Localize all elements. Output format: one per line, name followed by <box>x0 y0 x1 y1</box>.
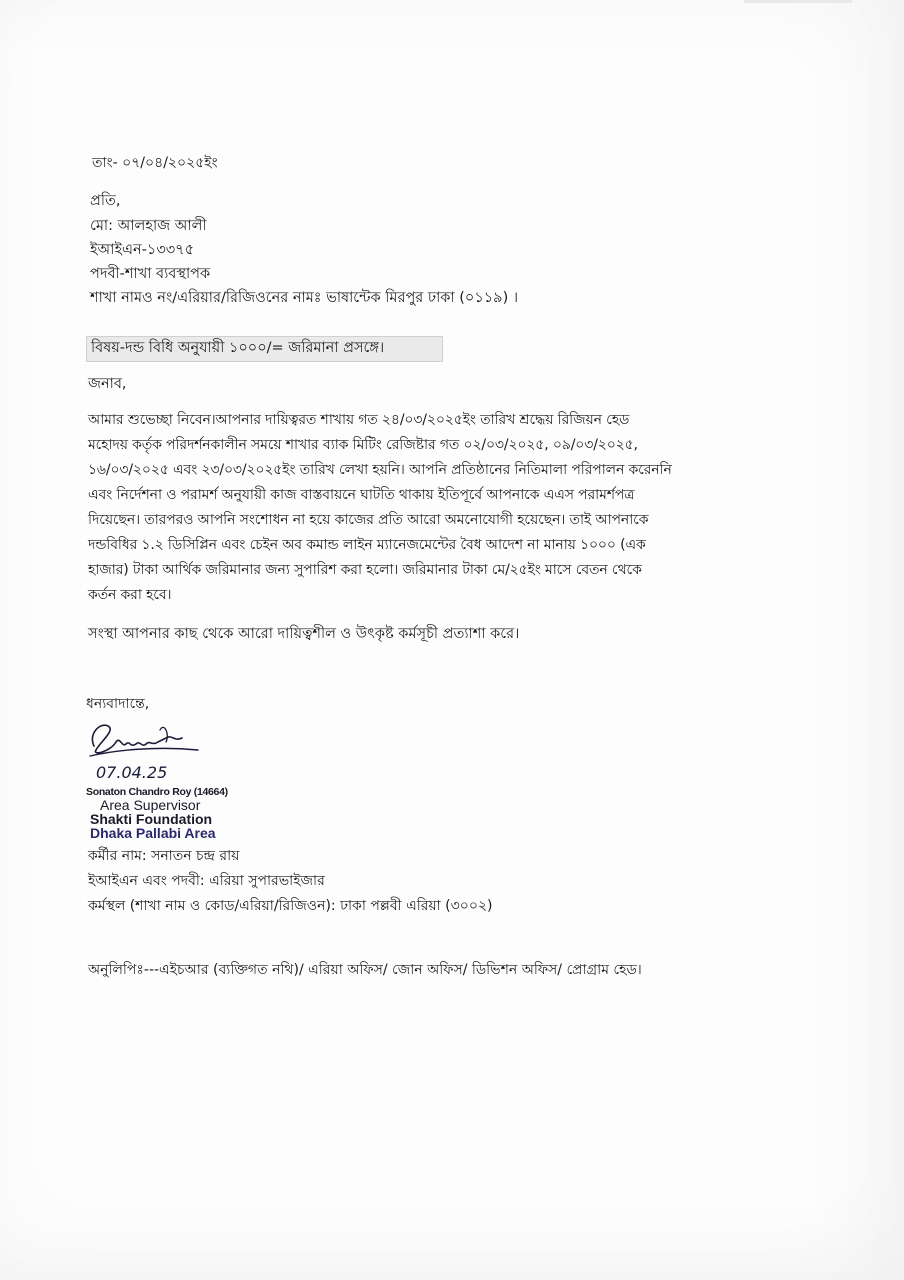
letter-subject: বিষয়-দন্ড বিধি অনুযায়ী ১০০০/= জরিমানা প্রসঙ্গে। <box>91 340 385 356</box>
stamp-org: Shakti Foundation <box>90 811 213 827</box>
body-line: ১৬/০৩/২০২৫ এবং ২৩/০৩/২০২৫ইং তারিখ লেখা হয়নি। আপনি প্রতিষ্ঠানের নিতিমালা পরিপালন করেননি <box>88 462 672 478</box>
body-line: হাজার) টাকা আর্থিক জরিমানার জন্য সুপারিশ করা হলো। জরিমানার টাকা মে/২৫ইং মাসে বেতন থেকে <box>88 562 642 578</box>
recipient-branch: শাখা নামও নং/এরিয়ার/রিজিওনের নামঃ ভাষান্টেক মিরপুর ঢাকা (০১১৯) । <box>90 290 519 306</box>
scan-edge-mark <box>744 0 852 3</box>
body-line: দিয়েছেন। তারপরও আপনি সংশোধন না হয়ে কাজের প্রতি আরো অমনোযোগী হয়েছেন। তাই আপনাকে <box>88 512 649 528</box>
signature-date: 07.04.25 <box>96 763 168 782</box>
copy-to: অনুলিপিঃ---এইচআর (ব্যক্তিগত নথি)/ এরিয়া অফিস/ জোন অফিস/ ডিভিশন অফিস/ প্রোগ্রাম হেড। <box>88 962 642 978</box>
body-line: মহোদয় কর্তৃক পরিদর্শনকালীন সময়ে শাখার ব্যাক মিটিং রেজিষ্টার গত ০২/০৩/২০২৫, ০৯/০৩/২০২৫, <box>88 437 638 453</box>
body-line: দন্ডবিধির ১.২ ডিসিপ্লিন এবং চেইন অব কমান্ড লাইন ম্যানেজমেন্টের বৈধ আদেশ না মানায় ১০০০ (এক <box>88 537 646 553</box>
body-line: এবং নির্দেশনা ও পরামর্শ অনুযায়ী কাজ বাস্তবায়নে ঘাটতি থাকায় ইতিপূর্বে আপনাকে এএস পরামর্শপত্র <box>88 487 635 503</box>
address-to: প্রতি, <box>90 193 121 209</box>
recipient-name: মো: আলহাজ আলী <box>90 218 207 234</box>
body-line: আমার শুভেচ্ছা নিবেন।আপনার দায়িত্বরত শাখায় গত ২৪/০৩/২০২৫ইং তারিখ শ্রদ্ধেয় রিজিয়ন হেড <box>88 412 630 428</box>
workplace: কর্মস্থল (শাখা নাম ও কোড/এরিয়া/রিজিওন): ঢাকা পল্লবী এরিয়া (৩০০২) <box>88 898 493 914</box>
recipient-designation: পদবী-শাখা ব্যবস্থাপক <box>90 266 211 282</box>
salutation: জনাব, <box>88 376 127 392</box>
worker-name: কর্মীর নাম: সনাতন চন্দ্র রায় <box>88 848 240 864</box>
stamp-area: Dhaka Pallabi Area <box>90 825 216 841</box>
thanks-line: ধন্যবাদান্তে, <box>86 696 150 712</box>
stamp-role: Area Supervisor <box>100 797 201 813</box>
letter-date: তাং- ০৭/০৪/২০২৫ইং <box>92 155 218 171</box>
body-line: কর্তন করা হবে। <box>88 587 172 603</box>
handwritten-signature <box>86 712 216 784</box>
worker-designation: ইআইএন এবং পদবী: এরিয়া সুপারভাইজার <box>88 873 325 889</box>
official-stamp <box>86 786 266 840</box>
closing-line: সংস্থা আপনার কাছ থেকে আরো দায়িত্বশীল ও উৎকৃষ্ট কর্মসূচী প্রত্যাশা করে। <box>88 626 520 642</box>
recipient-id: ইআইএন-১৩৩৭৫ <box>90 242 195 258</box>
letter-body <box>88 408 818 608</box>
stamp-name: Sonaton Chandro Roy (14664) <box>86 786 228 798</box>
